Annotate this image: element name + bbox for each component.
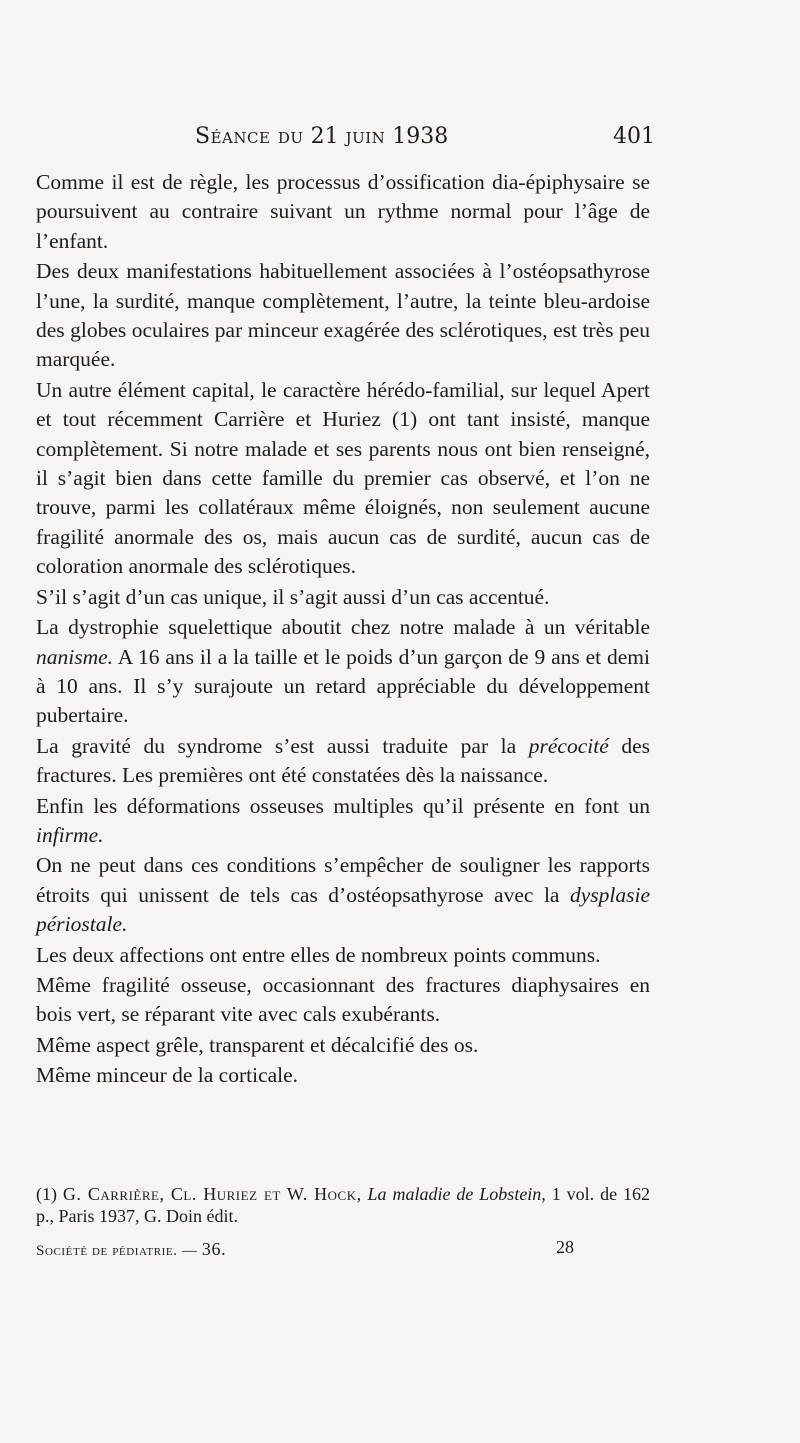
paragraph-fragility: Même fragilité osseuse, occasionnant des fractures diaphysaires en bois vert, se réparant vite avec cals exubérants. — [36, 972, 650, 1027]
footnote-mark: (1) — [36, 1184, 57, 1204]
paragraph-dysplasie — [36, 851, 650, 939]
paragraph-infirme — [36, 792, 650, 851]
header-month: juin — [345, 124, 386, 149]
sheet-number: 28 — [556, 1237, 574, 1257]
running-header — [185, 124, 655, 158]
paragraph-precocite — [36, 732, 650, 791]
emphasis-infirme: infirme. — [36, 822, 104, 847]
text-run: A 16 ans il a la taille et le poids d’un garçon de 9 ans et demi à 10 ans. Il s’y surajoute un retard appréciable du développement pubertaire. — [36, 644, 650, 728]
footer-number: 36. — [201, 1239, 227, 1259]
footnote — [36, 1183, 650, 1227]
emphasis-dysplasie: dysplasie périostale. — [36, 882, 650, 937]
paragraph-manifestations: Des deux manifestations habituellement associées à l’ostéopsathyrose l’une, la surdité, manque complètement, l’autre, la teinte bleu-ardoise des globes oculaires par minceur exagérée des sclérotiques, est très peu marquée. — [36, 259, 650, 372]
page-footer — [36, 1237, 574, 1261]
header-year: 1938 — [392, 124, 449, 149]
page-number: 401 — [613, 124, 655, 149]
footnote-details: 1 vol. de 162 p., Paris 1937, G. Doin édit. — [36, 1184, 650, 1226]
text-run: La dystrophie squelettique aboutit chez notre malade à un véritable — [36, 615, 650, 640]
emphasis-precocite: précocité — [528, 733, 609, 758]
text-run: La gravité du syndrome s’est aussi traduite par la — [36, 733, 529, 758]
paragraph-nanisme — [36, 613, 650, 731]
header-day: 21 — [310, 124, 339, 149]
paragraph-aspect: Même aspect grêle, transparent et décalcifié des os. — [36, 1032, 479, 1057]
text-run: des fractures. Les premières ont été constatées dès la naissance. — [36, 733, 650, 788]
text-run: Enfin les déformations osseuses multiples qu’il présente en font un — [36, 793, 650, 818]
paragraph-unique-case: S’il s’agit d’un cas unique, il s’agit aussi d’un cas accentué. — [36, 584, 550, 609]
header-session: Séance du — [195, 124, 304, 149]
footnote-title: La maladie de Lobstein, — [367, 1184, 546, 1204]
emphasis-nanisme: nanisme. — [36, 644, 114, 669]
paragraph-corticale: Même minceur de la corticale. — [36, 1063, 299, 1088]
footer-signature — [36, 1239, 226, 1260]
paragraph-ossification: Comme il est de règle, les processus d’ossification dia-épiphysaire se poursuivent au contraire suivant un rythme normal pour l’âge de l’enfant. — [36, 170, 650, 253]
footnote-authors: G. Carrière, Cl. Huriez et W. Hock, — [62, 1184, 362, 1204]
footer-society: Société de pédiatrie. — — [36, 1243, 198, 1259]
text-run: On ne peut dans ces conditions s’empêcher de souligner les rapports étroits qui unissent de tels cas d’ostéopsathyrose avec la — [36, 853, 650, 907]
paragraph-common-points: Les deux affections ont entre elles de nombreux points communs. — [36, 942, 601, 967]
body-text — [36, 168, 650, 1092]
header-title — [195, 124, 448, 149]
paragraph-hereditary: Un autre élément capital, le caractère hérédo-familial, sur lequel Apert et tout récemment Carrière et Huriez (1) ont tant insisté, manque complètement. Si notre malade et ses parents nous ont bien renseigné, il s’agit bien dans cette famille du premier cas observé, et l’on ne trouve, parmi les collatéraux même éloignés, non seulement aucune fragilité anormale des os, mais aucun cas de surdité, aucun cas de coloration anormale des sclérotiques. — [36, 377, 650, 579]
